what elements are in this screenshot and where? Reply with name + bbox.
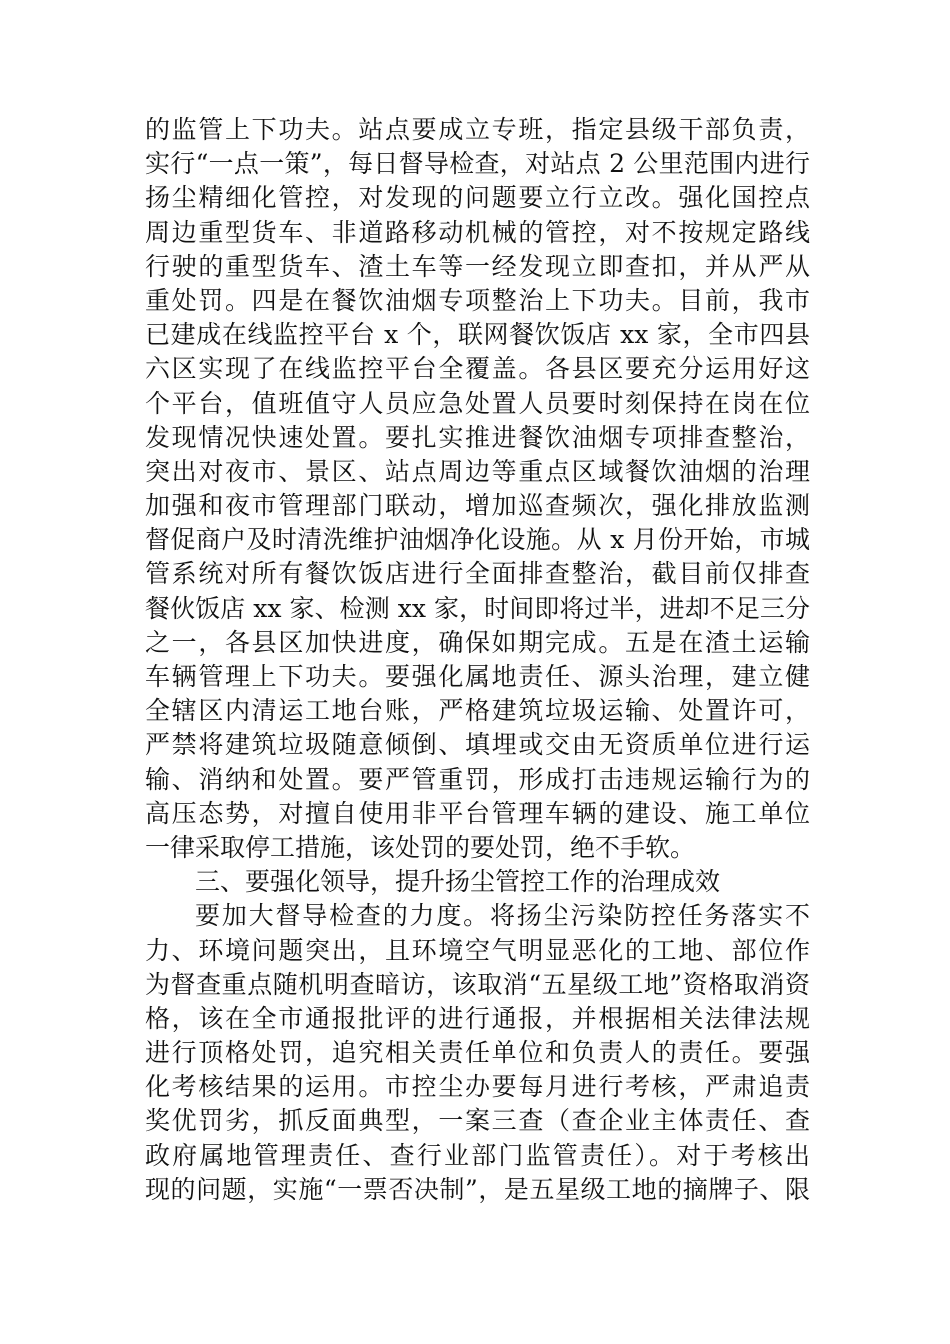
text-line: 六区实现了在线监控平台全覆盖。各县区要充分运用好这 (145, 354, 810, 384)
text-line: 全辖区内清运工地台账，严格建筑垃圾运输、处置许可， (145, 696, 810, 726)
section-heading: 三、要强化领导，提升扬尘管控工作的治理成效 (195, 867, 721, 897)
text-line: 格，该在全市通报批评的进行通报，并根据相关法律法规 (145, 1003, 810, 1033)
body-text (145, 113, 810, 1207)
text-line: 督促商户及时清洗维护油烟净化设施。从 x 月份开始，市城 (145, 525, 810, 555)
text-line: 为督查重点随机明查暗访，该取消“五星级工地”资格取消资 (145, 969, 810, 999)
text-line: 车辆管理上下功夫。要强化属地责任、源头治理，建立健 (145, 662, 810, 691)
text-line: 的监管上下功夫。站点要成立专班，指定县级干部负责， (145, 115, 810, 144)
text-line: 之一，各县区加快进度，确保如期完成。五是在渣土运输 (145, 627, 810, 657)
text-line: 周边重型货车、非道路移动机械的管控，对不按规定路线 (145, 217, 810, 247)
text-line: 化考核结果的运用。市控尘办要每月进行考核，严肃追责 (145, 1072, 810, 1102)
text-line: 已建成在线监控平台 x 个，联网餐饮饭店 xx 家，全市四县 (145, 320, 810, 350)
text-line: 现的问题，实施“一票否决制”，是五星级工地的摘牌子、限 (145, 1174, 810, 1204)
text-line: 奖优罚劣，抓反面典型，一案三查（查企业主体责任、查 (145, 1106, 810, 1136)
text-line: 政府属地管理责任、查行业部门监管责任）。对于考核出 (145, 1140, 810, 1170)
text-line: 高压态势，对擅自使用非平台管理车辆的建设、施工单位 (145, 798, 810, 828)
text-line: 进行顶格处罚，追究相关责任单位和负责人的责任。要强 (145, 1038, 810, 1068)
text-line: 管系统对所有餐饮饭店进行全面排查整治，截目前仅排查 (145, 559, 810, 589)
text-line: 要加大督导检查的力度。将扬尘污染防控任务落实不 (195, 901, 810, 931)
text-line: 个平台，值班值守人员应急处置人员要时刻保持在岗在位 (145, 388, 810, 418)
text-line: 一律采取停工措施，该处罚的要处罚，绝不手软。 (145, 832, 696, 862)
text-line: 严禁将建筑垃圾随意倾倒、填埋或交由无资质单位进行运 (145, 730, 810, 760)
text-line: 力、环境问题突出，且环境空气明显恶化的工地、部位作 (145, 935, 810, 965)
text-line: 餐伙饭店 xx 家、检测 xx 家，时间即将过半，进却不足三分 (145, 593, 810, 623)
text-line: 突出对夜市、景区、站点周边等重点区域餐饮油烟的治理 (145, 456, 810, 486)
text-line: 行驶的重型货车、渣土车等一经发现立即查扣，并从严从 (145, 251, 810, 281)
text-line: 扬尘精细化管控，对发现的问题要立行立改。强化国控点 (145, 183, 810, 213)
text-line: 实行“一点一策”，每日督导检查，对站点 2 公里范围内进行 (145, 149, 810, 179)
text-line: 发现情况快速处置。要扎实推进餐饮油烟专项排查整治， (145, 422, 810, 452)
text-line: 输、消纳和处置。要严管重罚，形成打击违规运输行为的 (145, 764, 810, 794)
text-line: 重处罚。四是在餐饮油烟专项整治上下功夫。目前，我市 (145, 285, 810, 315)
text-line: 加强和夜市管理部门联动，增加巡查频次，强化排放监测 (145, 491, 810, 521)
